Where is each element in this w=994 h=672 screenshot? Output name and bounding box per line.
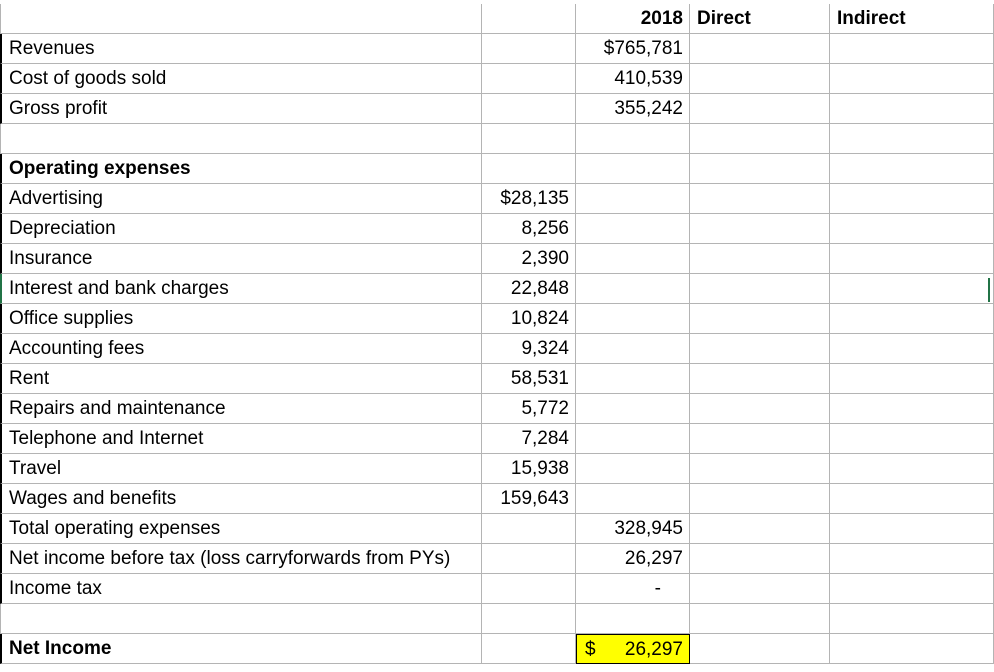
indirect-cell[interactable]	[830, 514, 994, 544]
indirect-cell[interactable]	[830, 574, 994, 604]
expense-label[interactable]: Repairs and maintenance	[0, 394, 482, 424]
total-label[interactable]: Total operating expenses	[0, 514, 482, 544]
header-row	[0, 4, 994, 34]
indirect-cell[interactable]	[830, 244, 994, 274]
empty-cell[interactable]	[482, 544, 576, 574]
expense-amount[interactable]: $28,135	[482, 184, 576, 214]
row-value[interactable]: $765,781	[576, 34, 690, 64]
expense-label[interactable]: Office supplies	[0, 304, 482, 334]
net-income-row	[0, 634, 994, 664]
indirect-cell[interactable]	[830, 34, 994, 64]
indirect-cell[interactable]	[830, 364, 994, 394]
header-year[interactable]: 2018	[576, 4, 690, 34]
table-row	[0, 94, 994, 124]
empty-cell[interactable]	[482, 124, 576, 154]
expense-label[interactable]: Interest and bank charges	[0, 274, 482, 304]
net-income-value-cell[interactable]	[576, 634, 690, 664]
expense-amount[interactable]: 9,324	[482, 334, 576, 364]
empty-cell[interactable]	[576, 364, 690, 394]
table-row	[0, 214, 994, 244]
indirect-cell[interactable]	[830, 304, 994, 334]
direct-cell[interactable]	[690, 244, 830, 274]
indirect-cell[interactable]	[830, 184, 994, 214]
expense-amount[interactable]: 10,824	[482, 304, 576, 334]
row-value[interactable]: 355,242	[576, 94, 690, 124]
opex-heading-row	[0, 154, 994, 184]
expense-label[interactable]: Rent	[0, 364, 482, 394]
indirect-cell[interactable]	[830, 484, 994, 514]
expense-amount[interactable]: 159,643	[482, 484, 576, 514]
table-row	[0, 184, 994, 214]
total-label[interactable]: Net income before tax (loss carryforwards from PYs)	[0, 544, 482, 574]
table-row	[0, 64, 994, 94]
table-row	[0, 484, 994, 514]
indirect-cell[interactable]	[830, 64, 994, 94]
empty-cell[interactable]	[576, 244, 690, 274]
empty-cell[interactable]	[576, 424, 690, 454]
empty-cell[interactable]	[576, 394, 690, 424]
indirect-cell[interactable]	[830, 274, 994, 304]
table-row	[0, 514, 994, 544]
empty-cell[interactable]	[830, 604, 994, 634]
net-income-currency: $	[585, 639, 596, 660]
row-label[interactable]: Revenues	[0, 34, 482, 64]
empty-cell[interactable]	[482, 514, 576, 544]
opex-heading[interactable]: Operating expenses	[0, 154, 482, 184]
expense-amount[interactable]: 22,848	[482, 274, 576, 304]
empty-cell[interactable]	[482, 34, 576, 64]
direct-cell[interactable]	[690, 364, 830, 394]
total-label[interactable]: Income tax	[0, 574, 482, 604]
indirect-cell[interactable]	[830, 544, 994, 574]
table-row	[0, 574, 994, 604]
direct-cell[interactable]	[690, 544, 830, 574]
indirect-cell[interactable]	[830, 334, 994, 364]
blank-row	[0, 604, 994, 634]
direct-cell[interactable]	[690, 484, 830, 514]
table-row	[0, 34, 994, 64]
direct-cell[interactable]	[690, 184, 830, 214]
total-value[interactable]: 328,945	[576, 514, 690, 544]
total-value[interactable]: 26,297	[576, 544, 690, 574]
net-income-label[interactable]: Net Income	[0, 634, 482, 664]
empty-cell[interactable]	[576, 184, 690, 214]
empty-cell[interactable]	[576, 334, 690, 364]
empty-cell[interactable]	[576, 484, 690, 514]
empty-cell[interactable]	[576, 304, 690, 334]
empty-cell[interactable]	[482, 634, 576, 664]
empty-cell[interactable]	[482, 604, 576, 634]
empty-cell[interactable]	[0, 604, 482, 634]
indirect-cell[interactable]	[830, 214, 994, 244]
expense-amount[interactable]: 15,938	[482, 454, 576, 484]
table-row	[0, 454, 994, 484]
table-row	[0, 544, 994, 574]
expense-label[interactable]: Depreciation	[0, 214, 482, 244]
net-income-value: 26,297	[624, 639, 683, 660]
expense-amount[interactable]: 58,531	[482, 364, 576, 394]
empty-cell[interactable]	[690, 124, 830, 154]
indirect-cell[interactable]	[830, 634, 994, 664]
selection-edge-marker	[988, 278, 990, 302]
direct-cell[interactable]	[690, 274, 830, 304]
expense-label[interactable]: Advertising	[0, 184, 482, 214]
direct-cell[interactable]	[690, 94, 830, 124]
expense-label[interactable]: Travel	[0, 454, 482, 484]
table-row	[0, 364, 994, 394]
header-indirect[interactable]: Indirect	[830, 4, 994, 34]
expense-label[interactable]: Telephone and Internet	[0, 424, 482, 454]
income-tax-dash: -	[654, 578, 661, 599]
empty-cell[interactable]	[576, 214, 690, 244]
empty-cell[interactable]	[576, 154, 690, 184]
direct-cell[interactable]	[690, 64, 830, 94]
table-row	[0, 394, 994, 424]
expense-amount[interactable]: 8,256	[482, 214, 576, 244]
blank-row	[0, 124, 994, 154]
total-value[interactable]	[576, 574, 690, 604]
empty-cell[interactable]	[482, 154, 576, 184]
indirect-cell[interactable]	[830, 394, 994, 424]
empty-cell[interactable]	[482, 94, 576, 124]
expense-amount[interactable]: 2,390	[482, 244, 576, 274]
direct-cell[interactable]	[690, 154, 830, 184]
header-label-cell[interactable]	[0, 4, 482, 34]
indirect-cell[interactable]	[830, 94, 994, 124]
empty-cell[interactable]	[576, 124, 690, 154]
indirect-cell[interactable]	[830, 154, 994, 184]
empty-cell[interactable]	[830, 124, 994, 154]
empty-cell[interactable]	[690, 604, 830, 634]
empty-cell[interactable]	[576, 274, 690, 304]
empty-cell[interactable]	[576, 454, 690, 484]
expense-label[interactable]: Insurance	[0, 244, 482, 274]
direct-cell[interactable]	[690, 574, 830, 604]
table-row	[0, 424, 994, 454]
row-label[interactable]: Gross profit	[0, 94, 482, 124]
header-amount-cell[interactable]	[482, 4, 576, 34]
direct-cell[interactable]	[690, 334, 830, 364]
direct-cell[interactable]	[690, 304, 830, 334]
table-row	[0, 304, 994, 334]
expense-label[interactable]: Accounting fees	[0, 334, 482, 364]
expense-label[interactable]: Wages and benefits	[0, 484, 482, 514]
expense-amount[interactable]: 7,284	[482, 424, 576, 454]
direct-cell[interactable]	[690, 634, 830, 664]
direct-cell[interactable]	[690, 214, 830, 244]
empty-cell[interactable]	[576, 604, 690, 634]
table-row	[0, 244, 994, 274]
empty-cell[interactable]	[0, 124, 482, 154]
header-direct[interactable]: Direct	[690, 4, 830, 34]
empty-cell[interactable]	[482, 574, 576, 604]
direct-cell[interactable]	[690, 454, 830, 484]
direct-cell[interactable]	[690, 34, 830, 64]
table-row	[0, 274, 994, 304]
indirect-cell[interactable]	[830, 454, 994, 484]
empty-cell[interactable]	[482, 64, 576, 94]
indirect-cell[interactable]	[830, 424, 994, 454]
direct-cell[interactable]	[690, 394, 830, 424]
direct-cell[interactable]	[690, 424, 830, 454]
row-label[interactable]: Cost of goods sold	[0, 64, 482, 94]
direct-cell[interactable]	[690, 514, 830, 544]
expense-amount[interactable]: 5,772	[482, 394, 576, 424]
table-row	[0, 334, 994, 364]
row-value[interactable]: 410,539	[576, 64, 690, 94]
